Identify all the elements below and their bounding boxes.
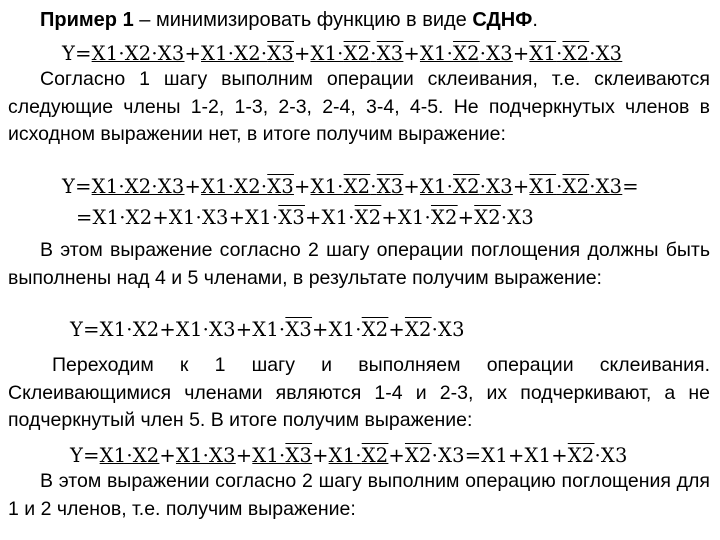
formula-step3: Y=X1·X2+X1·X3+X1·X3+X1·X2+X2·X3=X1+X1+X2·X3 xyxy=(70,444,628,467)
formula-step1-line1: Y=X1·X2·X3+X1·X2·X3+X1·X2·X3+X1·X2·X3+X1·X2·X3= xyxy=(62,175,639,198)
formula-step1-line2: =X1·X2+X1·X3+X1·X3+X1·X2+X1·X2+X2·X3 xyxy=(76,206,534,229)
paragraph-step1 xyxy=(8,66,710,149)
example-title xyxy=(40,6,538,34)
example-label: Пример 1 xyxy=(40,9,134,31)
paragraph-step4-text: В этом выражении согласно 2 шагу выполним операцию поглощения для 1 и 2 членов, т.е. получим выражение: xyxy=(8,470,710,520)
paragraph-step1-text: Согласно 1 шагу выполним операции склеивания, т.е. склеиваются следующие члены 1-2, 1-3, 2-3, 2-4, 3-4, 4-5. Не подчеркнутых членов в исходном выражении нет, в итоге получим выражение: xyxy=(8,68,710,145)
paragraph-step3 xyxy=(8,352,710,435)
paragraph-step4 xyxy=(8,468,710,523)
paragraph-step2-text: В этом выражение согласно 2 шагу операции поглощения должны быть выполнены над 4 и 5 членами, в результате получим выражение: xyxy=(8,239,710,289)
paragraph-step2 xyxy=(8,237,710,292)
example-end: . xyxy=(532,9,538,31)
paragraph-step3-text: Переходим к 1 шагу и выполняем операции склеивания. Склеивающимися членами являются 1-4 и 2-3, их подчеркивают, а не подчеркнутый член 5. В итоге получим выражение: xyxy=(8,354,710,431)
example-text: – минимизировать функцию в виде xyxy=(133,9,473,31)
formula-step2: Y=X1·X2+X1·X3+X1·X3+X1·X2+X2·X3 xyxy=(70,318,465,341)
example-term: СДНФ xyxy=(472,9,533,31)
formula-sdnf: Y=X1·X2·X3+X1·X2·X3+X1·X2·X3+X1·X2·X3+X1·X2·X3 xyxy=(62,42,623,65)
